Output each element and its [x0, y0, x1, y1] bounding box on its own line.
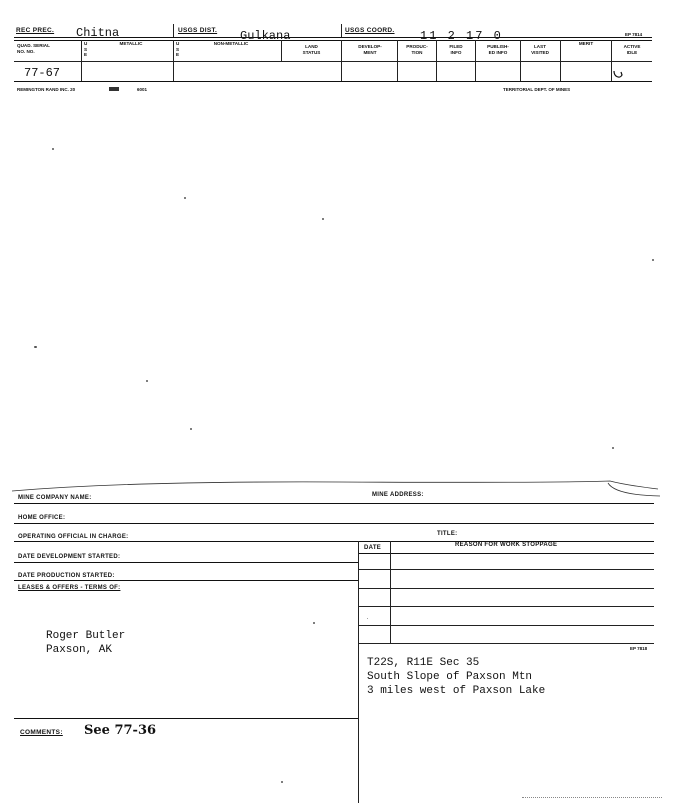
date-development-label: DATE DEVELOPMENT STARTED: — [18, 554, 121, 560]
usgs-coord-value: 11 2 17 0 — [420, 29, 503, 43]
reason-column-label: REASON FOR WORK STOPPAGE — [455, 542, 558, 548]
usgs-dist-value: Gulkana — [240, 29, 291, 43]
location-line-1: T22S, R11E Sec 35 — [367, 657, 480, 669]
bottom-form-number: EP 7818 — [630, 646, 648, 651]
top-form-number: EP 7814 — [625, 32, 643, 37]
comments-label: COMMENTS: — [20, 729, 63, 736]
comments-value: See 77-36 — [84, 723, 157, 738]
date-column-label: DATE — [364, 545, 382, 551]
col-non-metallic: NON-METALLIC — [213, 41, 249, 46]
col-production: PRODUC- TION — [406, 44, 428, 55]
top-footer-code: 6001 — [137, 87, 148, 92]
rec-prec-label: REC PREC. — [16, 27, 55, 34]
top-footer-right: TERRITORIAL DEPT. OF MINES — [503, 87, 571, 92]
rec-prec-value: Chitna — [76, 26, 120, 40]
mine-address-label: MINE ADDRESS: — [372, 492, 424, 498]
leases-label: LEASES & OFFERS - TERMS OF: — [18, 585, 121, 591]
location-line-3: 3 miles west of Paxson Lake — [367, 685, 546, 697]
card-top-edge — [10, 477, 670, 499]
reason-tick: · — [367, 616, 369, 621]
col-use-2: U S E — [176, 41, 180, 57]
mine-company-label: MINE COMPANY NAME: — [18, 495, 92, 501]
usgs-dist-label: USGS DIST. — [178, 27, 218, 34]
col-active-idle: ACTIVE IDLE — [623, 44, 641, 55]
active-idle-mark — [612, 67, 624, 77]
col-last-visited: LAST VISITED — [531, 44, 549, 55]
location-line-2: South Slope of Paxson Mtn — [367, 671, 533, 683]
col-filed-info: FILED INFO — [449, 44, 463, 55]
scan-artifact — [522, 797, 662, 800]
col-metallic: METALLIC — [119, 41, 143, 46]
quad-serial-value: 77-67 — [24, 66, 61, 80]
col-land-status: LAND STATUS — [302, 44, 321, 55]
operating-official-label: OPERATING OFFICIAL IN CHARGE: — [18, 534, 129, 540]
col-merit: MERIT — [578, 41, 594, 46]
top-footer-left: REMINGTON RAND INC. 20 — [17, 87, 76, 92]
col-quad-serial: QUAD. SERIAL NO. NO. — [17, 43, 50, 54]
date-production-label: DATE PRODUCTION STARTED: — [18, 573, 115, 579]
usgs-coord-label: USGS COORD. — [345, 27, 395, 34]
col-published-info: PUBLISH- ED INFO — [487, 44, 509, 55]
lease-place: Paxson, AK — [46, 644, 113, 656]
lease-name: Roger Butler — [46, 630, 126, 642]
col-use-1: U S E — [84, 41, 88, 57]
top-footer-mark — [109, 87, 119, 91]
home-office-label: HOME OFFICE: — [18, 515, 66, 521]
col-development: DEVELOP- MENT — [358, 44, 382, 55]
title-label: TITLE: — [437, 531, 458, 537]
